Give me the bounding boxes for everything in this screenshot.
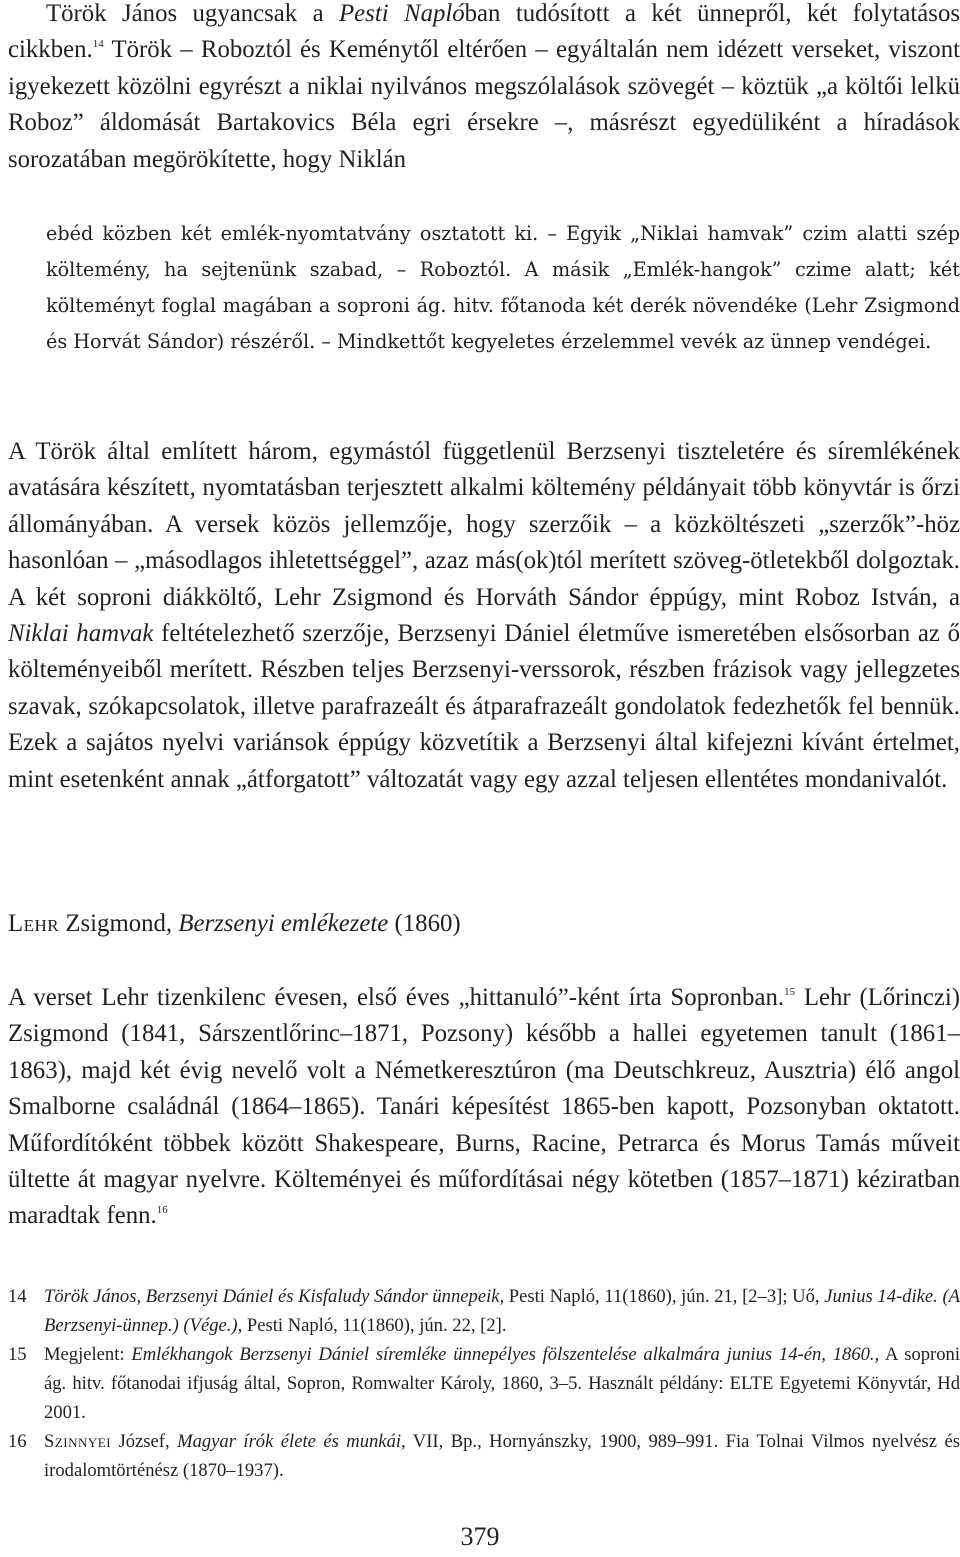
author-small-caps: Lehr <box>8 910 60 937</box>
footnote-text <box>44 1427 960 1485</box>
text-run: feltételezhető szerzője, Berzsenyi Dániel életműve ismeretében elsősorban az ő költeményeiből merített. Részben teljes Berzsenyi-verssorok, részben frázisok vagy jellegzetes szavak, szókapcsolatok, illetve parafrazeált és átparafrazeált gondolatok fedezhetők fel bennük. Ezek a sajátos nyelvi variánsok éppúgy közvetítik a Berzsenyi által kifejezni kívánt értelmet, mint esetenként annak „átforgatott” változatát vagy egy azzal teljesen ellentétes mondanivalót. <box>8 620 960 793</box>
text-run: Lehr (Lőrinczi) Zsigmond (1841, Sárszentlőrinc–1871, Pozsony) később a hallei egyetemen tanult (1861–1863), majd két évig nevelő volt a Németkeresztúron (ma Deutschkreuz, Ausztria) élő angol Smalborne családnál (1864–1865). Tanári képesítést 1865-ben kapott, Pozsonyban oktatott. Műfordítóként többek között Shakespeare, Burns, Racine, Petrarca és Morus Tamás műveit ültette át magyar nyelvre. Költeményei és műfordításai négy kötetben (1857–1871) kéziratban maradtak fenn. <box>8 984 960 1230</box>
text-run: Zsigmond, <box>59 910 179 937</box>
block-quote: ebéd közben két emlék-nyomtatvány osztatott ki. – Egyik „Niklai hamvak” czim alatti szép költemény, ha sejtenünk szabad, – Roboztól. A másik „Emlék-hangok” czime alatt; két költeményt foglal magában a soproni ág. hitv. főtanoda két derék növendéke (Lehr Zsigmond és Horvát Sándor) részéről. – Mindkettőt kegyeletes érzelemmel vevék az ünnep vendégei. <box>46 222 960 353</box>
italic-run: Berzsenyi emlékezete <box>178 910 389 937</box>
footnotes <box>8 1282 960 1485</box>
footnote-number: 16 <box>8 1431 27 1452</box>
footnote-text <box>44 1282 960 1340</box>
italic-run: Niklai hamvak <box>8 620 154 648</box>
footnote-number: 15 <box>8 1344 27 1365</box>
text-run: A Török által említett három, egymástól függetlenül Berzsenyi tiszteletére és síremlékének avatására készített, nyomtatásban terjesztett alkalmi költemény példányait több könyvtár is őrzi állományában. A versek közös jellemzője, hogy szerzőik – a közköltészeti „szerzők”-höz hasonlóan – „másodlagos ihletettséggel”, azaz más(ok)tól merített szöveg-ötletekből dolgoztak. A két soproni diákköltő, Lehr Zsigmond és Horváth Sándor éppúgy, mint Roboz István, a <box>8 438 960 611</box>
page-number: 379 <box>460 1522 500 1551</box>
body-paragraph-3 <box>8 980 960 1235</box>
text-run: Török – Roboztól és Keménytől eltérően – egyáltalán nem idézett verseket, viszont igyekezett közölni egyrészt a niklai nyilvános megszólalások szövegét – köztük „a költői lelkü Roboz” áldomását Bartakovics Béla egri érsekre –, másrészt egyedüliként a híradások sorozatában megörökítette, hogy Niklán <box>8 36 960 173</box>
text-run: ban tudósított a két ünnepről, két folytatásos cikkben. <box>8 0 960 64</box>
footnote-ref-15[interactable]: 15 <box>784 986 796 998</box>
author-small-caps: Szinnyei <box>44 1431 112 1452</box>
text-run: (1860) <box>388 910 461 937</box>
italic-run: Török János, Berzsenyi Dániel és Kisfaludy Sándor ünnepeik, <box>44 1286 505 1307</box>
italic-run: Junius 14-dike. (A Berzsenyi-ünnep.) (Vége.), <box>44 1286 960 1336</box>
italic-run: Magyar írók élete és munkái, <box>177 1431 406 1452</box>
footnote-text <box>44 1340 960 1427</box>
text-run: Pesti Napló, 11(1860), jún. 22, [2]. <box>242 1315 507 1336</box>
text-run: Pesti Napló, 11(1860), jún. 21, [2–3]; Uő, <box>504 1286 825 1307</box>
footnote-14 <box>8 1282 960 1340</box>
section-heading <box>8 906 461 942</box>
text-run: Megjelent: <box>44 1344 132 1365</box>
footnote-number: 14 <box>8 1286 27 1307</box>
italic-run: Emlékhangok Berzsenyi Dániel síremléke ünnepélyes fölszentelése alkalmára junius 14-én, 1860., <box>131 1344 880 1365</box>
footnote-16 <box>8 1427 960 1485</box>
body-paragraph-1 <box>8 0 960 178</box>
text-run: VII, Bp., Hornyánszky, 1900, 989–991. Fia Tolnai Vilmos nyelvész és irodalomtörténész (1870–1937). <box>44 1431 960 1481</box>
italic-run: Pesti Napló <box>339 0 465 27</box>
footnote-15 <box>8 1340 960 1427</box>
footnote-ref-14[interactable]: 14 <box>92 38 104 51</box>
footnote-ref-16[interactable]: 16 <box>156 1204 168 1217</box>
text-run: A verset Lehr tizenkilenc évesen, első éves „hittanuló”-ként írta Sopronban. <box>8 984 785 1011</box>
text-run: Török János ugyancsak a <box>46 0 340 27</box>
body-paragraph-2 <box>8 434 960 798</box>
text-run: József, <box>111 1431 178 1452</box>
text-run: A soproni ág. hitv. főtanodai ifjuság által, Sopron, Romwalter Károly, 1860, 3–5. Használt példány: ELTE Egyetemi Könyvtár, Hd 2001. <box>44 1344 960 1423</box>
